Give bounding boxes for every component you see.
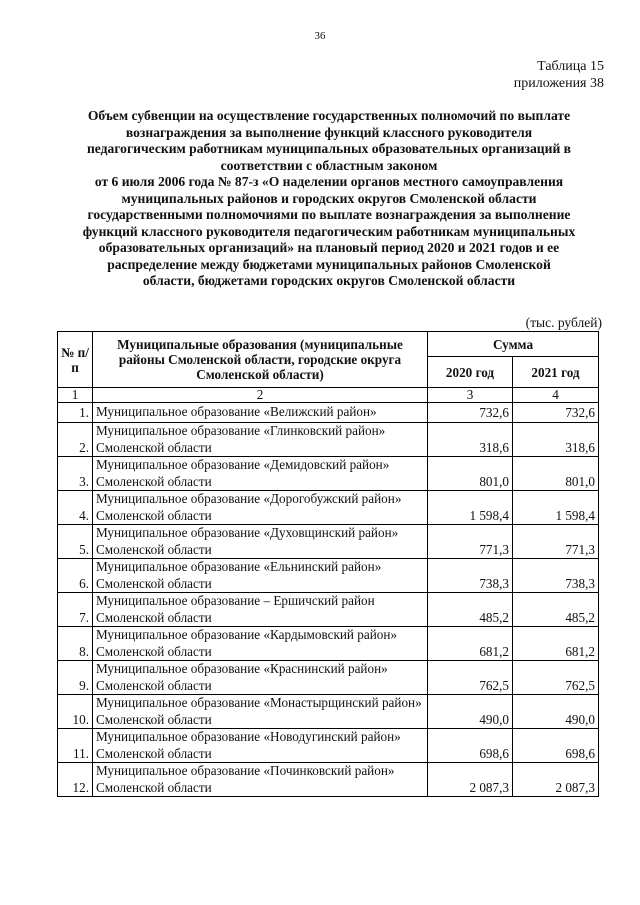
- row-number: 3.: [58, 457, 93, 491]
- row-number: 8.: [58, 627, 93, 661]
- row-number: 7.: [58, 593, 93, 627]
- row-number: 12.: [58, 763, 93, 797]
- header-municipality: Муниципальные образования (муниципальные районы Смоленской области, городские округа Смоленской области): [93, 332, 428, 388]
- title-line: педагогическим работникам муниципальных образовательных организаций в: [86, 141, 572, 156]
- header-sum: Сумма: [428, 332, 599, 357]
- amount-2020: 2 087,3: [428, 763, 513, 797]
- column-index: 3: [428, 388, 513, 403]
- municipality-name: Муниципальное образование «Краснинский район» Смоленской области: [93, 661, 428, 695]
- municipality-name: Муниципальное образование «Монастырщинский район» Смоленской области: [93, 695, 428, 729]
- appendix-number: приложения 38: [513, 76, 604, 91]
- title-line: вознаграждения за выполнение функций классного руководителя: [125, 124, 533, 140]
- document-title: [44, 108, 614, 290]
- title-line: распределение между бюджетами муниципальных районов Смоленской: [107, 256, 551, 272]
- row-number: 9.: [58, 661, 93, 695]
- row-number: 11.: [58, 729, 93, 763]
- amount-2020: 732,6: [428, 403, 513, 423]
- table-row: [58, 661, 599, 695]
- row-number: 6.: [58, 559, 93, 593]
- amount-2020: 698,6: [428, 729, 513, 763]
- amount-2021: 490,0: [513, 695, 599, 729]
- subvention-table: [57, 331, 599, 797]
- municipality-name: Муниципальное образование «Глинковский район» Смоленской области: [93, 423, 428, 457]
- units-label: (тыс. рублей): [525, 315, 602, 330]
- title-line: области, бюджетами городских округов Смоленской области: [142, 273, 516, 288]
- municipality-name: Муниципальное образование «Ельнинский район» Смоленской области: [93, 559, 428, 593]
- column-index-row: [58, 388, 599, 403]
- title-line: Объем субвенции на осуществление государственных полномочий по выплате: [87, 108, 571, 123]
- amount-2021: 485,2: [513, 593, 599, 627]
- amount-2021: 738,3: [513, 559, 599, 593]
- table-row: [58, 729, 599, 763]
- table-row: [58, 763, 599, 797]
- table-row: [58, 627, 599, 661]
- title-line: соответствии с областным законом: [220, 157, 438, 173]
- header-2021: 2021 год: [513, 357, 599, 388]
- title-line: государственными полномочиями по выплате вознаграждения за выполнение: [87, 207, 571, 222]
- header-number: № п/п: [58, 332, 93, 388]
- page-number: 36: [314, 30, 326, 42]
- amount-2020: 801,0: [428, 457, 513, 491]
- amount-2020: 738,3: [428, 559, 513, 593]
- column-index: 4: [513, 388, 599, 403]
- amount-2021: 698,6: [513, 729, 599, 763]
- row-number: 5.: [58, 525, 93, 559]
- amount-2021: 681,2: [513, 627, 599, 661]
- row-number: 1.: [58, 403, 93, 423]
- row-number: 4.: [58, 491, 93, 525]
- amount-2020: 762,5: [428, 661, 513, 695]
- amount-2021: 1 598,4: [513, 491, 599, 525]
- row-number: 2.: [58, 423, 93, 457]
- amount-2021: 2 087,3: [513, 763, 599, 797]
- title-line: от 6 июля 2006 года № 87-з «О наделении органов местного самоуправления: [94, 174, 564, 189]
- appendix-table-label: Таблица 15: [537, 59, 604, 74]
- amount-2021: 801,0: [513, 457, 599, 491]
- amount-2020: 771,3: [428, 525, 513, 559]
- title-line: муниципальных районов и городских округов Смоленской области: [121, 190, 537, 206]
- municipality-name: Муниципальное образование «Починковский район» Смоленской области: [93, 763, 428, 797]
- amount-2020: 490,0: [428, 695, 513, 729]
- table-row: [58, 695, 599, 729]
- municipality-name: Муниципальное образование «Демидовский район» Смоленской области: [93, 457, 428, 491]
- column-index: 2: [93, 388, 428, 403]
- table-row: [58, 457, 599, 491]
- table-row: [58, 491, 599, 525]
- row-number: 10.: [58, 695, 93, 729]
- header-2020: 2020 год: [428, 357, 513, 388]
- municipality-name: Муниципальное образование «Кардымовский район» Смоленской области: [93, 627, 428, 661]
- amount-2021: 732,6: [513, 403, 599, 423]
- title-line: функций классного руководителя педагогическим работникам муниципальных: [82, 223, 576, 239]
- appendix-reference: [514, 58, 604, 92]
- amount-2021: 771,3: [513, 525, 599, 559]
- table-row: [58, 559, 599, 593]
- amount-2020: 1 598,4: [428, 491, 513, 525]
- table-row: [58, 423, 599, 457]
- municipality-name: Муниципальное образование «Дорогобужский район» Смоленской области: [93, 491, 428, 525]
- amount-2020: 485,2: [428, 593, 513, 627]
- amount-2020: 318,6: [428, 423, 513, 457]
- table-row: [58, 403, 599, 423]
- municipality-name: Муниципальное образование «Новодугинский район» Смоленской области: [93, 729, 428, 763]
- municipality-name: Муниципальное образование – Ершичский район Смоленской области: [93, 593, 428, 627]
- municipality-name: Муниципальное образование «Духовщинский район» Смоленской области: [93, 525, 428, 559]
- amount-2021: 318,6: [513, 423, 599, 457]
- table-row: [58, 593, 599, 627]
- column-index: 1: [58, 388, 93, 403]
- amount-2021: 762,5: [513, 661, 599, 695]
- table-row: [58, 525, 599, 559]
- municipality-name: Муниципальное образование «Велижский район»: [93, 403, 428, 423]
- amount-2020: 681,2: [428, 627, 513, 661]
- title-line: образовательных организаций» на плановый период 2020 и 2021 годов и ее: [98, 240, 560, 255]
